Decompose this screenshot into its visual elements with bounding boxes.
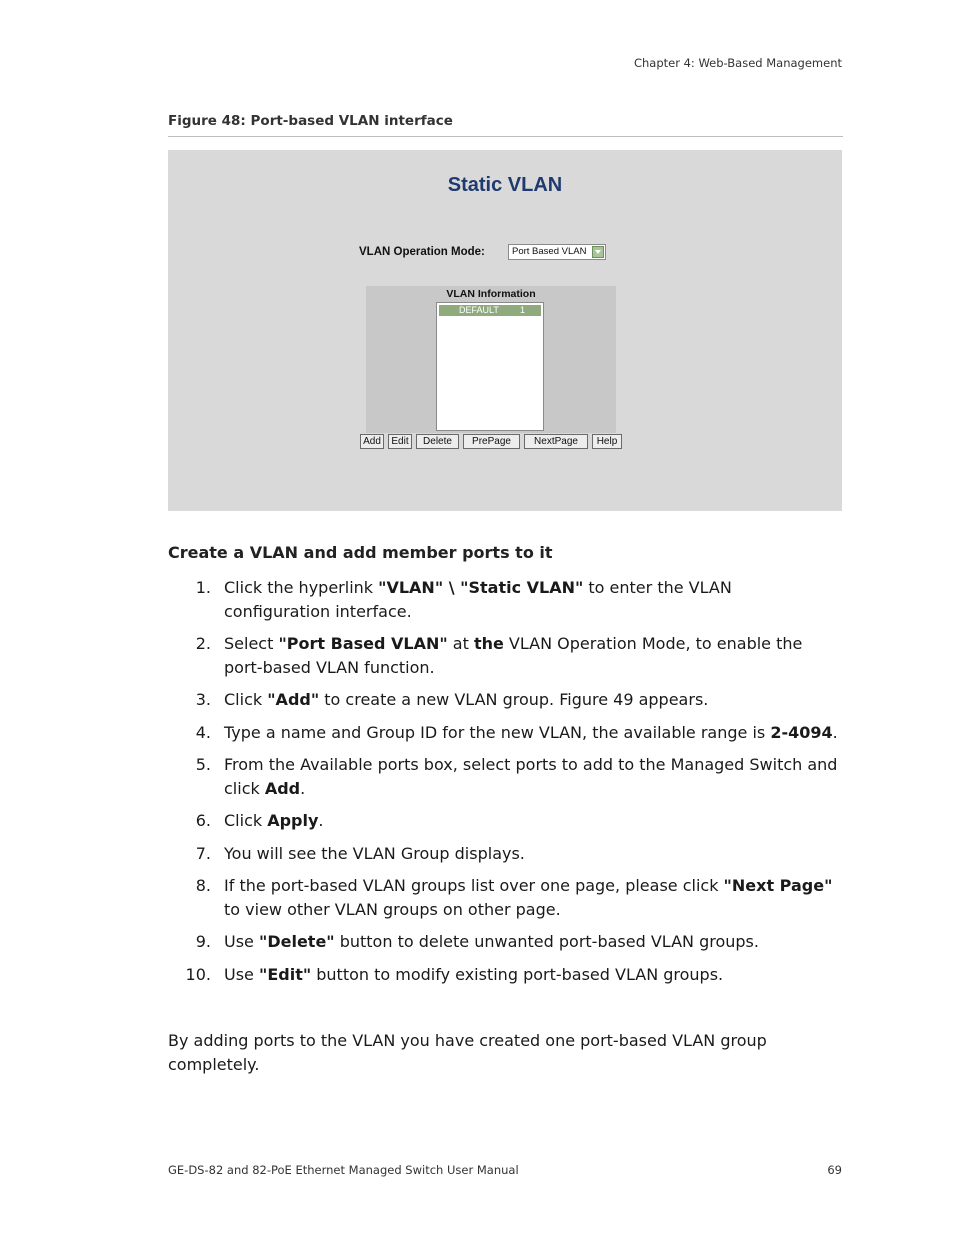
list-item: 9. Use "Delete" button to delete unwanted port-based VLAN groups. [195,932,759,951]
help-button[interactable]: Help [592,434,622,449]
vlan-name: DEFAULT [459,305,499,315]
vlan-list-item[interactable] [439,305,541,316]
edit-button[interactable]: Edit [388,434,412,449]
list-item: 5. From the Available ports box, select ports to add to the Managed Switch and click Add. [195,755,838,798]
chapter-header: Chapter 4: Web-Based Management [633,56,842,70]
vlan-mode-select[interactable] [508,244,606,260]
footer-manual-title: GE-DS-82 and 82-PoE Ethernet Managed Switch User Manual [168,1163,519,1177]
steps-list [168,576,842,995]
vlan-mode-label: VLAN Operation Mode: [359,246,485,258]
page-number: 69 [827,1163,842,1177]
list-item: 2. Select "Port Based VLAN" at the VLAN Operation Mode, to enable the port-based VLAN function. [195,634,803,677]
list-item: 4. Type a name and Group ID for the new VLAN, the available range is 2-4094. [195,722,838,742]
vlan-id: 1 [519,305,525,315]
nextpage-button[interactable]: NextPage [524,434,588,449]
caption-divider [168,136,843,137]
list-item: 8. If the port-based VLAN groups list over one page, please click "Next Page" to view other VLAN groups on other page. [195,876,833,919]
vlan-information-title: VLAN Information [446,288,536,300]
prepage-button[interactable]: PrePage [463,434,520,449]
list-item: 6. Click Apply. [195,811,324,830]
list-item: 7. You will see the VLAN Group displays. [195,843,525,863]
list-item: 1. Click the hyperlink "VLAN" \ "Static VLAN" to enter the VLAN configuration interface. [195,578,732,621]
vlan-list[interactable] [436,302,544,431]
list-item: 3. Click "Add" to create a new VLAN group. Figure 49 appears. [195,690,709,709]
closing-paragraph: By adding ports to the VLAN you have created one port-based VLAN group completely. [168,1031,767,1074]
figure-caption: Figure 48: Port-based VLAN interface [168,113,453,129]
delete-button[interactable]: Delete [416,434,459,449]
section-heading: Create a VLAN and add member ports to it [168,543,553,562]
vlan-information-panel [366,286,616,433]
vlan-mode-value: Port Based VLAN [512,246,587,257]
list-item: 10. Use "Edit" button to modify existing port-based VLAN groups. [185,964,724,984]
figure-screenshot [168,150,842,511]
static-vlan-title: Static VLAN [447,174,563,196]
add-button[interactable]: Add [360,434,384,449]
chevron-down-icon[interactable] [592,246,604,258]
